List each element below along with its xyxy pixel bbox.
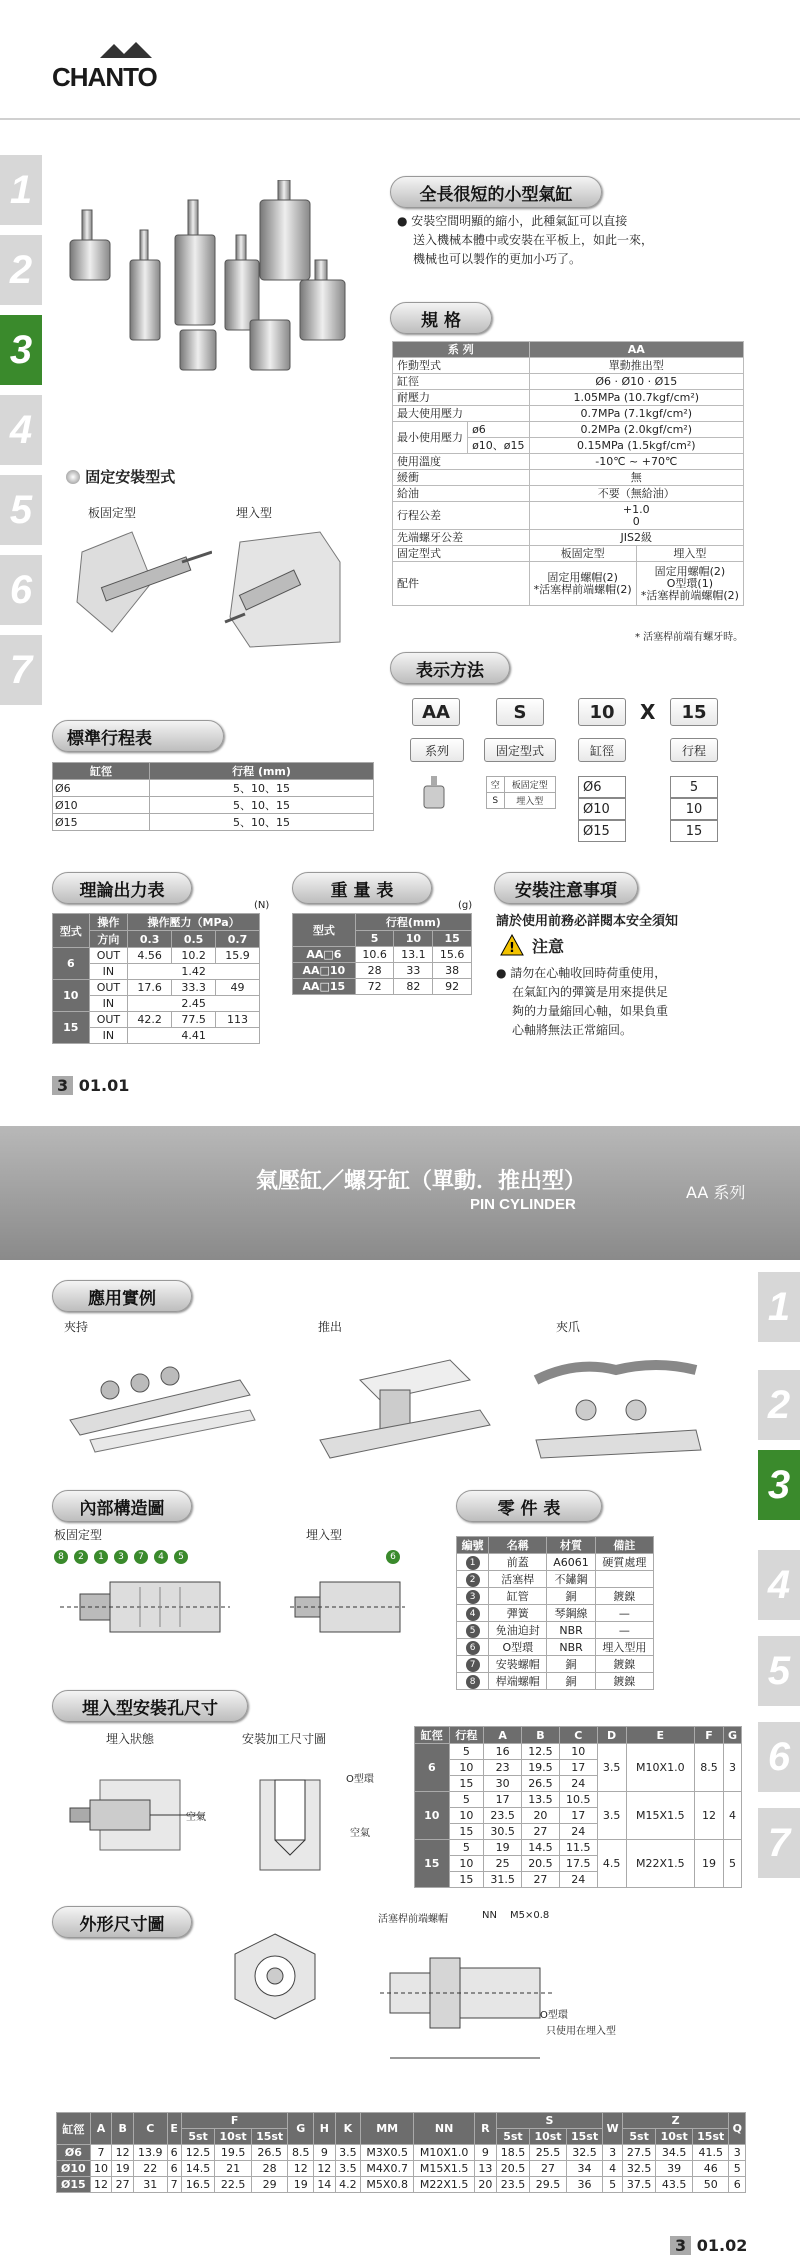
tab-r-1[interactable]: 1 [758, 1272, 800, 1342]
order-label-mount: 固定型式 [484, 738, 556, 762]
mount-title: 固定安裝型式 [66, 466, 175, 487]
order-bore-15: Ø15 [578, 820, 626, 842]
stroke-table: 缸徑 行程 (mm) Ø6 5、10、15 Ø10 5、10、15 Ø15 5、10、15 [52, 762, 374, 831]
tab-r-4[interactable]: 4 [758, 1550, 800, 1620]
order-stroke-10: 10 [670, 798, 718, 820]
order-label-stroke: 行程 [670, 738, 718, 762]
force-unit: (N) [254, 900, 270, 911]
safety-caution: 注意 [532, 937, 565, 956]
embed-title: 埋入型安裝孔尺寸 [52, 1690, 248, 1722]
dim-row-15: Ø15 12 27 31 7 16.5 22.5 29 19 14 4.2 M5X0.8 M22X1.5 20 23.5 29.5 36 5 37.5 43.5 50 6 [57, 2177, 746, 2193]
internal-plate-drawing [60, 1572, 240, 1642]
tab-r-6[interactable]: 6 [758, 1722, 800, 1792]
embed-oring-label: O型環 [346, 1774, 374, 1785]
embed-mount-drawing [220, 522, 350, 652]
dim-label-embed-only: 只使用在埋入型 [546, 2026, 616, 2037]
safety-subtitle: 請於使用前務必詳閱本安全須知 [496, 914, 679, 929]
tab-2[interactable]: 2 [0, 235, 42, 305]
tab-3-active[interactable]: 3 [0, 315, 42, 385]
internal-embed-drawing [290, 1572, 410, 1642]
spec-title: 規 格 [390, 302, 492, 334]
header-divider [0, 118, 800, 120]
tab-1[interactable]: 1 [0, 155, 42, 225]
order-bore-10: Ø10 [578, 798, 626, 820]
force-table: 型式 操作 操作壓力（MPa） 方向 0.3 0.5 0.7 6 OUT 4.56 10.2 15.9 IN 1.42 10 OUT 17.6 33.3 49 IN 2.45 15 OUT 42.2 77.5 113 IN 4.41 [52, 913, 260, 1044]
app-label-gripper: 夾爪 [556, 1320, 581, 1334]
embed-label-state: 埋入狀態 [106, 1732, 155, 1746]
tab-4[interactable]: 4 [0, 395, 42, 465]
embed-label-machining: 安裝加工尺寸圖 [242, 1732, 327, 1746]
series-cylinder-image [414, 776, 454, 816]
weight-unit: (g) [458, 900, 473, 911]
spec-table: 系 列 AA 作動型式 單動推出型 缸徑 Ø6 · Ø10 · Ø15 耐壓力 1.05MPa (10.7kgf/cm²) 最大使用壓力 0.7MPa (7.1kgf/cm²) 最小使用壓力 ø6 0.2MPa (2.0kgf/cm²) ø10、ø15 0.15MPa (1.5kgf/cm²) 使用溫度 -10℃ ~ +70℃ 緩衝 無 給油 不要（無給油） 行程公差 +1.0 0 先端螺牙公差 JIS2級 固定型式 板固定型 埋入型 配件 固定用螺帽(2) *活塞桿前端螺帽(2) 固定用螺帽(2) O型環(1) *活塞桿前端螺帽(2) [392, 341, 744, 606]
dim-row-10: Ø10 10 19 22 6 14.5 21 28 12 12 3.5 M4X0.7 M15X1.5 13 20.5 27 34 4 32.5 39 46 5 [57, 2161, 746, 2177]
app-gripper-drawing [516, 1340, 716, 1470]
order-label-bore: 缸徑 [578, 738, 626, 762]
app-label-clamp: 夾持 [64, 1320, 89, 1334]
embed-air-label-1: 空氣 [186, 1812, 206, 1823]
tab-5[interactable]: 5 [0, 475, 42, 545]
series-label: AA 系列 [686, 1183, 746, 1202]
dim-label-oring: O型環 [540, 2010, 568, 2021]
page-number-bottom: 3 01.02 [670, 2236, 747, 2255]
stroke-title: 標準行程表 [52, 720, 224, 752]
app-title: 應用實例 [52, 1280, 192, 1312]
order-title: 表示方法 [390, 652, 510, 684]
chanto-logo-icon [96, 40, 156, 62]
section-title-cn: 氣壓缸／螺牙缸（單動．推出型） [256, 1169, 587, 1194]
feature-title: 全長很短的小型氣缸 [390, 176, 602, 208]
tab-r-7[interactable]: 7 [758, 1808, 800, 1878]
order-label-series: 系列 [410, 738, 464, 762]
dim-table: 缸徑 A B C E F G H K MM NN R S W Z Q 5st 10st 15st 5st 10st 15st 5st 10st 15st Ø6 7 12 13.9 6 12.5 19.5 26.5 8.5 9 3.5 M3X0.5 M10X1.0 9 18.5 25.5 32.5 3 27.5 34.5 41.5 3 Ø10 10 19 22 6 14.5 21 28 12 12 3.5 M4X0.7 M15X1.5 13 20.5 27 34 4 32.5 39 46 5 Ø15 12 27 31 7 16.5 22.5 29 19 14 4.2 M5X0.8 M22X1.5 20 23.5 29.5 36 5 37.5 43.5 50 6 [56, 2112, 746, 2193]
mount-label-plate: 板固定型 [88, 506, 137, 520]
bullet-icon: ● [397, 214, 412, 228]
tab-r-5[interactable]: 5 [758, 1636, 800, 1706]
internal-title: 內部構造圖 [52, 1490, 192, 1522]
spec-note: * 活塞桿前端有螺牙時。 [635, 632, 744, 643]
plate-mount-drawing [72, 522, 212, 652]
embed-machining-drawing [240, 1750, 360, 1880]
order-bore-6: Ø6 [578, 776, 626, 798]
embed-air-label-2: 空氣 [350, 1828, 370, 1839]
internal-label-plate: 板固定型 [54, 1528, 103, 1542]
tab-6[interactable]: 6 [0, 555, 42, 625]
dim-end-view-drawing [220, 1924, 330, 2054]
parts-title: 零 件 表 [456, 1490, 602, 1522]
order-stroke-15: 15 [670, 820, 718, 842]
weight-table: 型式 行程(mm) 5 10 15 AA□6 10.6 13.1 15.6 AA□10 28 33 38 AA□15 72 82 92 [292, 913, 472, 995]
brand-logo: CHANTO [52, 62, 157, 92]
safety-text: ● 請勿在心軸收回時荷重使用， 在氣缸內的彈簧是用來提供足 夠的力量縮回心軸，如果負重 心軸將無法正常縮回。 [496, 966, 669, 1037]
part-callouts: 8 2 1 3 7 4 5 [54, 1550, 188, 1564]
dim-label-nn: NN [482, 1910, 497, 1921]
weight-title: 重 量 表 [292, 872, 432, 904]
tab-r-2[interactable]: 2 [758, 1370, 800, 1440]
order-bore-box: 10 [578, 698, 626, 726]
dim-side-view-drawing [380, 1928, 560, 2078]
order-series-box: AA [412, 698, 460, 726]
dim-title: 外形尺寸圖 [52, 1906, 192, 1938]
safety-title: 安裝注意事項 [494, 872, 638, 904]
embed-dim-table: 缸徑 行程 A B C D E F G 6 5 16 12.5 10 3.5 M10X1.0 8.5 3 10 23 19.5 17 15 30 26.5 24 10 5 17 13.5 10.5 3.5 M15X1.5 12 4 10 23.5 20 17 15 30.5 27 24 15 5 19 14.5 11.5 4.5 M22X1.5 19 5 10 25 20.5 17.5 15 31.5 27 24 [414, 1726, 742, 1888]
product-cylinders-image [50, 180, 380, 380]
dim-row-6: Ø6 7 12 13.9 6 12.5 19.5 26.5 8.5 9 3.5 M3X0.5 M10X1.0 9 18.5 25.5 32.5 3 27.5 34.5 41.5 3 [57, 2145, 746, 2161]
tab-r-3-active[interactable]: 3 [758, 1450, 800, 1520]
warning-triangle-icon [500, 934, 524, 956]
app-clamp-drawing [60, 1340, 260, 1460]
feature-text: ● 安裝空間明顯的縮小，此種氣缸可以直接 送入機械本體中或安裝在平板上，如此一來， 機械也可以製作的更加小巧了。 [397, 214, 654, 266]
dim-label-port: M5×0.8 [510, 1910, 550, 1921]
order-mount-box: S [496, 698, 544, 726]
app-label-push: 推出 [318, 1320, 343, 1334]
parts-table: 編號 名稱 材質 備註 1 前蓋 A6061 硬質處理 2 活塞桿 不鏽鋼 3 缸管 銅 鍍鎳 4 彈簧 琴鋼線 — 5 免油迫封 NBR — 6 O型環 NBR 埋入型用 7 安裝螺帽 銅 鍍鎳 8 桿端螺帽 銅 鍍鎳 [456, 1536, 654, 1690]
svg-text:!: ! [509, 941, 515, 956]
force-title: 理論出力表 [52, 872, 192, 904]
bullet-ball-icon [66, 470, 80, 484]
dim-label-rod-nut: 活塞桿前端螺帽 [378, 1914, 448, 1925]
internal-label-embed: 埋入型 [306, 1528, 343, 1542]
mount-label-embed: 埋入型 [236, 506, 273, 520]
section-title-en: PIN CYLINDER [470, 1196, 576, 1213]
tab-7[interactable]: 7 [0, 635, 42, 705]
page-number-top: 3 01.01 [52, 1076, 129, 1095]
bullet-icon: ● [496, 966, 511, 980]
order-x-sign: X [640, 700, 656, 724]
order-stroke-box: 15 [670, 698, 718, 726]
app-push-drawing [300, 1340, 500, 1470]
callout-6: 6 [386, 1550, 400, 1564]
order-mount-table: 空 板固定型 S 埋入型 [486, 776, 556, 809]
order-stroke-5: 5 [670, 776, 718, 798]
